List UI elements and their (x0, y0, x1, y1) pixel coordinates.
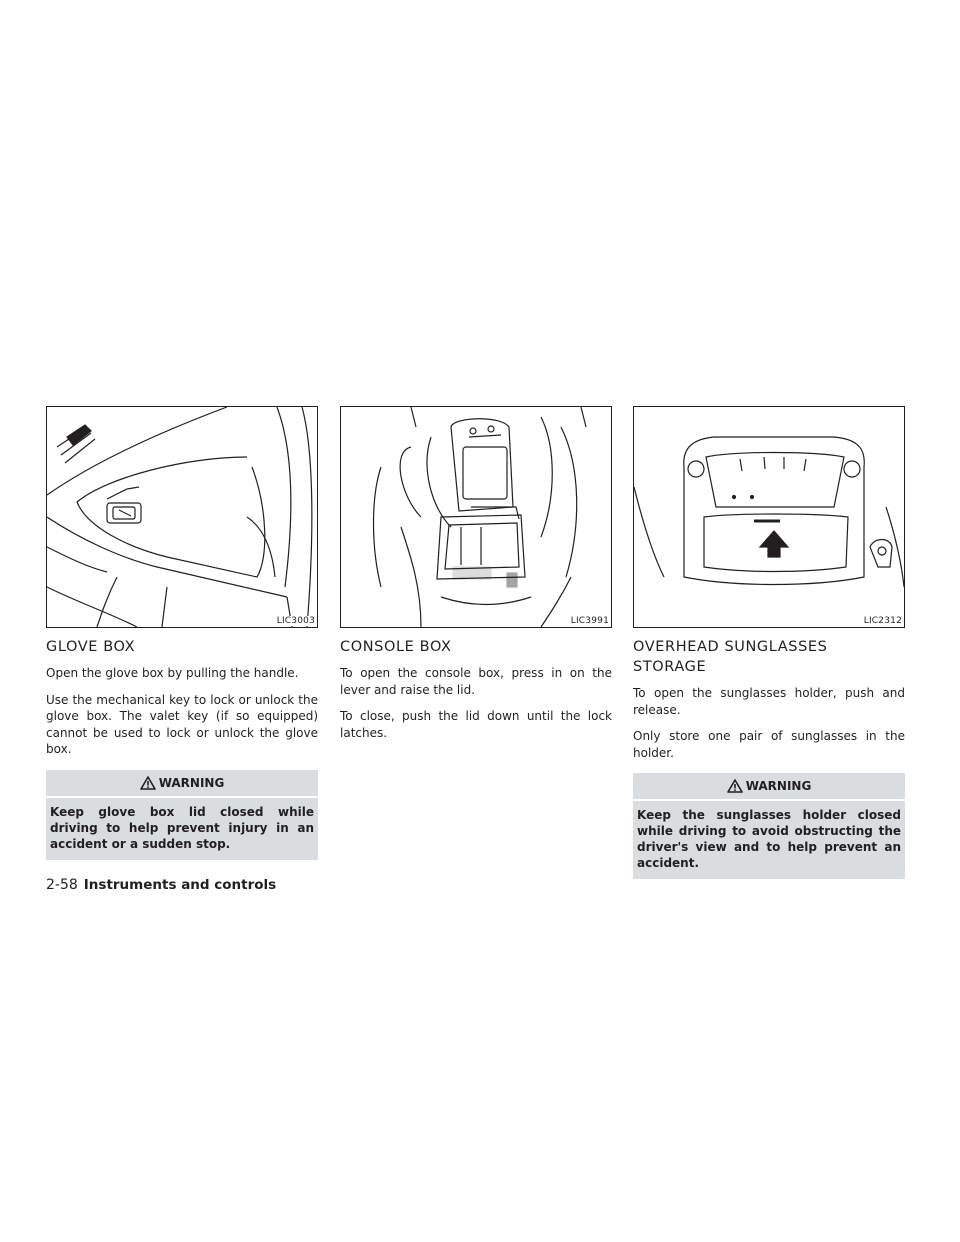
paragraph: Only store one pair of sunglasses in the holder. (633, 729, 905, 760)
section-title: CONSOLE BOX (340, 639, 452, 655)
figure-label: LIC3991 (570, 616, 609, 626)
sunglasses-holder-illustration (633, 406, 905, 628)
paragraph: To open the console box, press in on the lever and raise the lid. (340, 666, 612, 697)
warning-box (46, 770, 318, 860)
console-box-section (340, 406, 612, 751)
warning-triangle-icon (727, 779, 743, 793)
console-box-drawing (341, 407, 611, 627)
glove-box-illustration (46, 406, 318, 628)
section-title: OVERHEAD SUNGLASSES STORAGE (633, 639, 828, 675)
section-name: Instruments and controls (83, 877, 277, 893)
paragraph: Open the glove box by pulling the handle. (46, 666, 299, 680)
paragraph: Use the mechanical key to lock or unlock the glove box. The valet key (if so equipped) cannot be used to lock or unlock the glove box. (46, 692, 318, 756)
page-number: 2-58 (46, 877, 78, 893)
paragraph: To open the sunglasses holder, push and release. (633, 686, 905, 717)
warning-heading-text: WARNING (745, 779, 812, 793)
warning-text: Keep glove box lid closed while driving to help prevent injury in an accident or a sudden stop. (50, 804, 314, 851)
glove-box-drawing (47, 407, 317, 627)
paragraph: To close, push the lid down until the lock latches. (340, 709, 612, 740)
warning-text: Keep the sunglasses holder closed while driving to avoid obstructing the driver's view and to help prevent an accident. (637, 808, 901, 870)
figure-label: LIC3003 (276, 616, 315, 626)
warning-heading (46, 770, 318, 798)
sunglasses-holder-drawing (634, 407, 904, 627)
warning-triangle-icon (140, 776, 156, 790)
warning-heading-text: WARNING (158, 775, 225, 790)
up-arrow-icon (760, 531, 788, 557)
page-footer (46, 877, 276, 893)
figure-label: LIC2312 (863, 616, 902, 626)
section-title: GLOVE BOX (46, 639, 136, 655)
warning-heading (633, 773, 905, 801)
glove-box-section (46, 406, 318, 860)
warning-box (633, 773, 905, 879)
sunglasses-storage-section (633, 406, 905, 879)
console-box-illustration (340, 406, 612, 628)
